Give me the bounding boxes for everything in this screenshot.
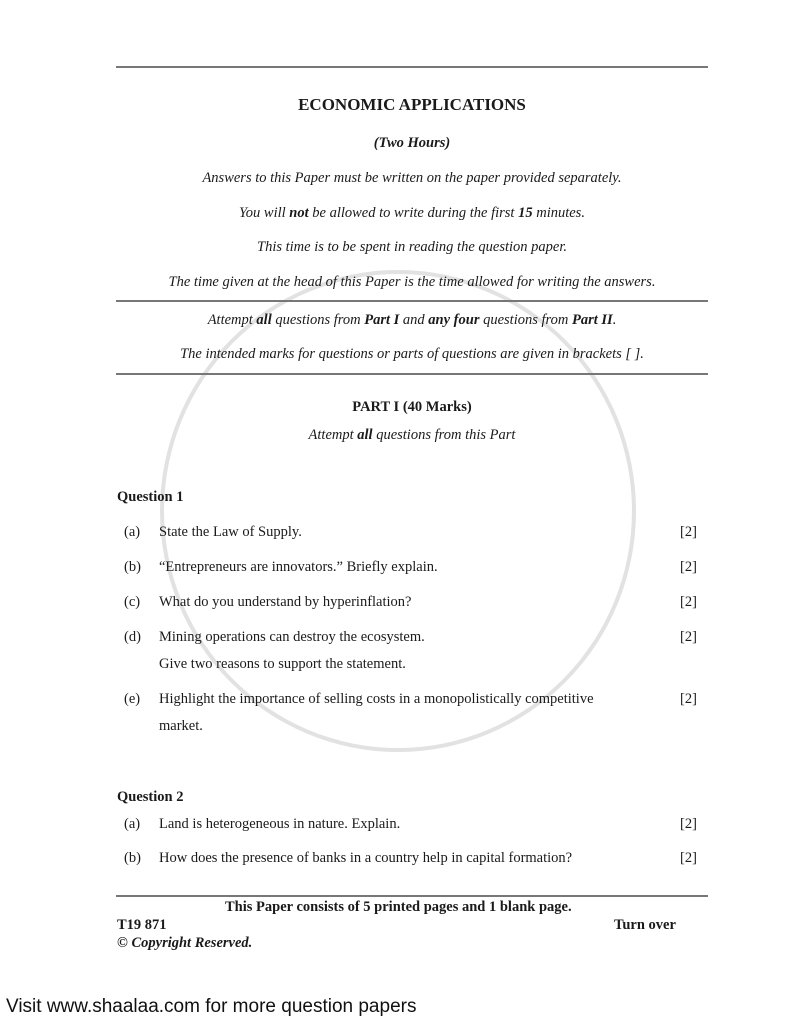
turn-over: Turn over <box>614 917 676 933</box>
marks-note: The intended marks for questions or parts of questions are given in brackets [ ]. <box>180 346 644 362</box>
paper-code: T19 871 <box>117 917 167 933</box>
item-marks: [2] <box>680 691 697 707</box>
item-text: Highlight the importance of selling costs in a monopolistically competitive <box>159 691 594 707</box>
promo-banner: Visit www.shaalaa.com for more question papers <box>6 996 417 1017</box>
instruction-3: This time is to be spent in reading the question paper. <box>257 239 567 255</box>
duration: (Two Hours) <box>373 135 451 151</box>
item-label: (b) <box>124 559 141 575</box>
item-label: (a) <box>124 816 141 832</box>
rule-2 <box>116 300 708 302</box>
question-2-title: Question 2 <box>117 789 184 805</box>
item-text: “Entrepreneurs are innovators.” Briefly explain. <box>159 559 438 575</box>
item-text: How does the presence of banks in a country help in capital formation? <box>159 850 573 866</box>
item-text: market. <box>159 718 203 734</box>
item-label: (d) <box>124 629 141 645</box>
paper-title: ECONOMIC APPLICATIONS <box>298 95 526 114</box>
item-text: Mining operations can destroy the ecosystem. <box>159 629 425 645</box>
item-text: Land is heterogeneous in nature. Explain. <box>159 816 401 832</box>
item-text: What do you understand by hyperinflation? <box>159 594 412 610</box>
item-marks: [2] <box>680 816 697 832</box>
footer-rule <box>116 895 708 897</box>
item-text: State the Law of Supply. <box>159 524 302 540</box>
instruction-2: You will not be allowed to write during the first 15 minutes. <box>239 205 585 221</box>
attempt-instruction: Attempt all questions from Part I and any four questions from Part II. <box>207 312 617 328</box>
part1-title: PART I (40 Marks) <box>352 399 472 415</box>
item-marks: [2] <box>680 524 697 540</box>
instruction-4: The time given at the head of this Paper is the time allowed for writing the answers. <box>168 274 656 290</box>
instruction-1: Answers to this Paper must be written on the paper provided separately. <box>202 170 622 186</box>
item-marks: [2] <box>680 559 697 575</box>
item-label: (c) <box>124 594 141 610</box>
question-1-title: Question 1 <box>117 489 184 505</box>
item-text: Give two reasons to support the statement. <box>159 656 406 672</box>
copyright: © Copyright Reserved. <box>117 935 253 951</box>
pages-note: This Paper consists of 5 printed pages and 1 blank page. <box>225 899 572 915</box>
item-marks: [2] <box>680 594 697 610</box>
rule-3 <box>116 373 708 375</box>
item-label: (b) <box>124 850 141 866</box>
watermark-circle <box>160 270 636 752</box>
item-marks: [2] <box>680 629 697 645</box>
item-label: (a) <box>124 524 141 540</box>
item-marks: [2] <box>680 850 697 866</box>
top-rule <box>116 66 708 68</box>
part1-subtitle: Attempt all questions from this Part <box>308 427 516 443</box>
item-label: (e) <box>124 691 141 707</box>
